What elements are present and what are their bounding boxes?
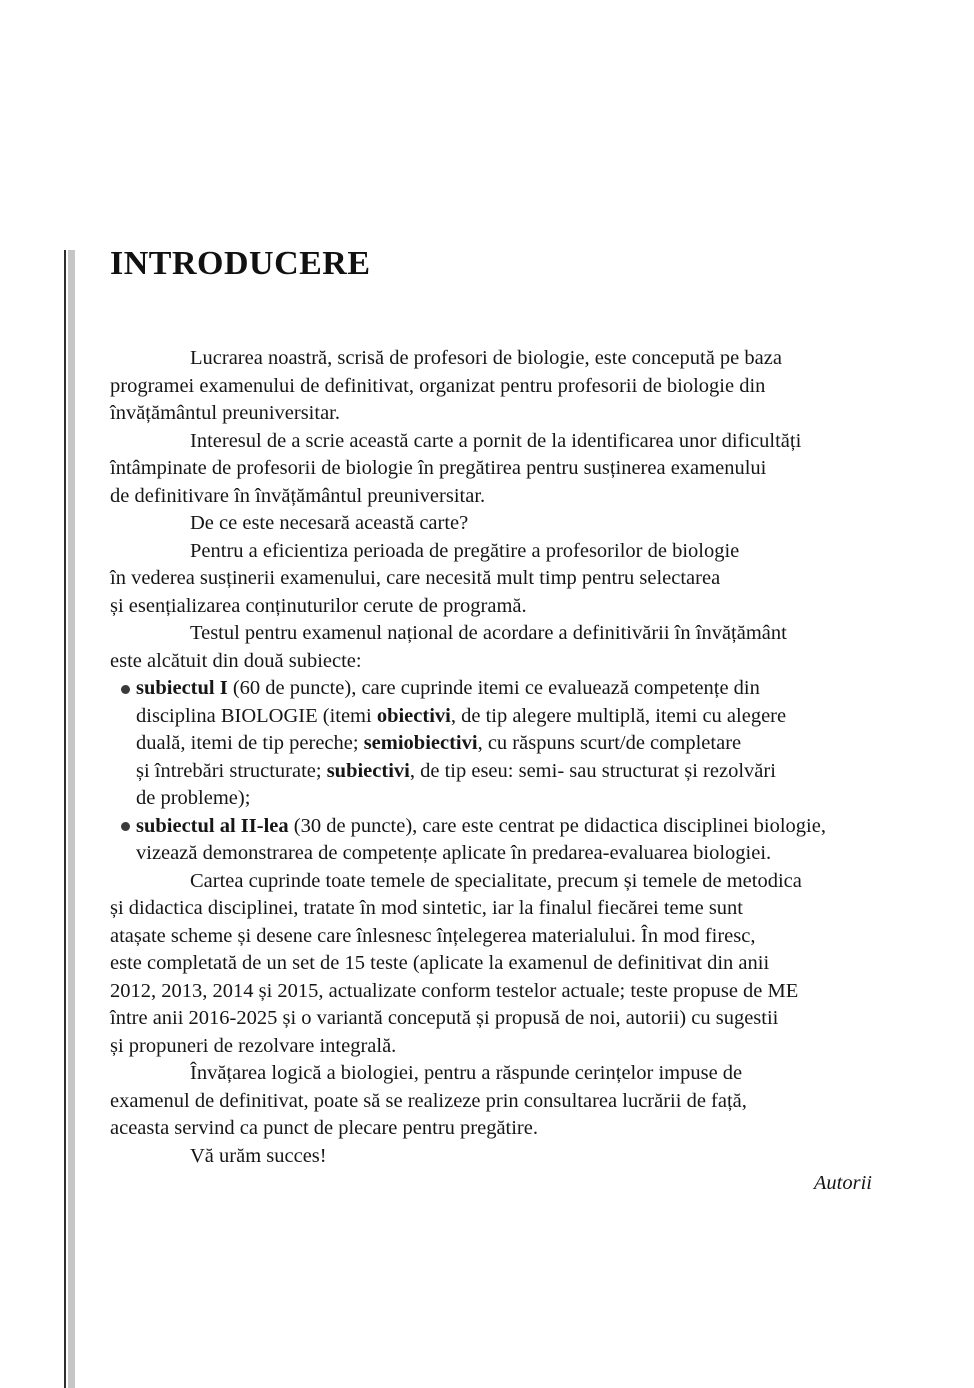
left-rule-dark xyxy=(64,250,66,1388)
author-signature: Autorii xyxy=(813,1172,872,1194)
paragraph: Testul pentru examenul național de acordare a definitivării în învățământ este alcătuit din două subiecte: xyxy=(110,622,787,672)
list-item xyxy=(110,675,970,813)
page-title: INTRODUCERE xyxy=(110,245,371,282)
list-item-text: subiectul I (60 de puncte), care cuprinde itemi ce evaluează competențe din disciplina BIOLOGIE (itemi obiectivi, de tip alegere multiplă, itemi cu alegere duală, itemi de tip pereche; semiobiectivi, cu răspuns scurt/de completare și întrebări structurate; subiectivi, de tip eseu: semi- sau structurat și rezolvări de probleme); xyxy=(136,677,787,809)
document-body xyxy=(110,345,970,1170)
paragraph: Cartea cuprinde toate temele de specialitate, precum și temele de metodica și didactica disciplinei, tratate în mod sintetic, iar la finalul fiecărei teme sunt atașate scheme și desene care înlesnesc înțelegerea materialului. În mod firesc, este completată de un set de 15 teste (aplicate la examenul de definitivat din anii 2012, 2013, 2014 și 2015, actualizate conform testelor actuale; teste propuse de ME între anii 2016-2025 și o variantă concepută și propusă de noi, autorii) cu sugestii și propuneri de rezolvare integrală. xyxy=(110,869,802,1057)
bullet-icon xyxy=(121,822,130,831)
paragraph: Pentru a eficientiza perioada de pregătire a profesorilor de biologie în vederea susținerii examenului, care necesită mult timp pentru selectarea și esențializarea conținuturilor cerute de programă. xyxy=(110,539,740,617)
bullet-icon xyxy=(121,685,130,694)
list-item-text: subiectul al II-lea (30 de puncte), care este centrat pe didactica disciplinei biologie, vizează demonstrarea de competențe aplicate în predarea-evaluarea biologiei. xyxy=(136,814,826,864)
left-rule-light xyxy=(68,250,75,1388)
paragraph: Învățarea logică a biologiei, pentru a răspunde cerințelor impuse de examenul de definitivat, poate să se realizeze prin consultarea lucrării de față, aceasta servind ca punct de plecare pentru pregătire. xyxy=(110,1062,747,1139)
paragraph: Lucrarea noastră, scrisă de profesori de biologie, este concepută pe baza programei examenului de definitivat, organizat pentru profesorii de biologie din învățământul preuniversitar. xyxy=(110,347,782,424)
paragraph: De ce este necesară această carte? xyxy=(190,512,469,534)
paragraph: Vă urăm succes! xyxy=(190,1144,327,1167)
list-item xyxy=(110,813,970,868)
paragraph: Interesul de a scrie această carte a pornit de la identificarea unor dificultăți întâmpinate de profesorii de biologie în pregătirea pentru susținerea examenului de definitivare în învățământul preuniversitar. xyxy=(110,429,802,507)
page-content xyxy=(110,244,970,1198)
